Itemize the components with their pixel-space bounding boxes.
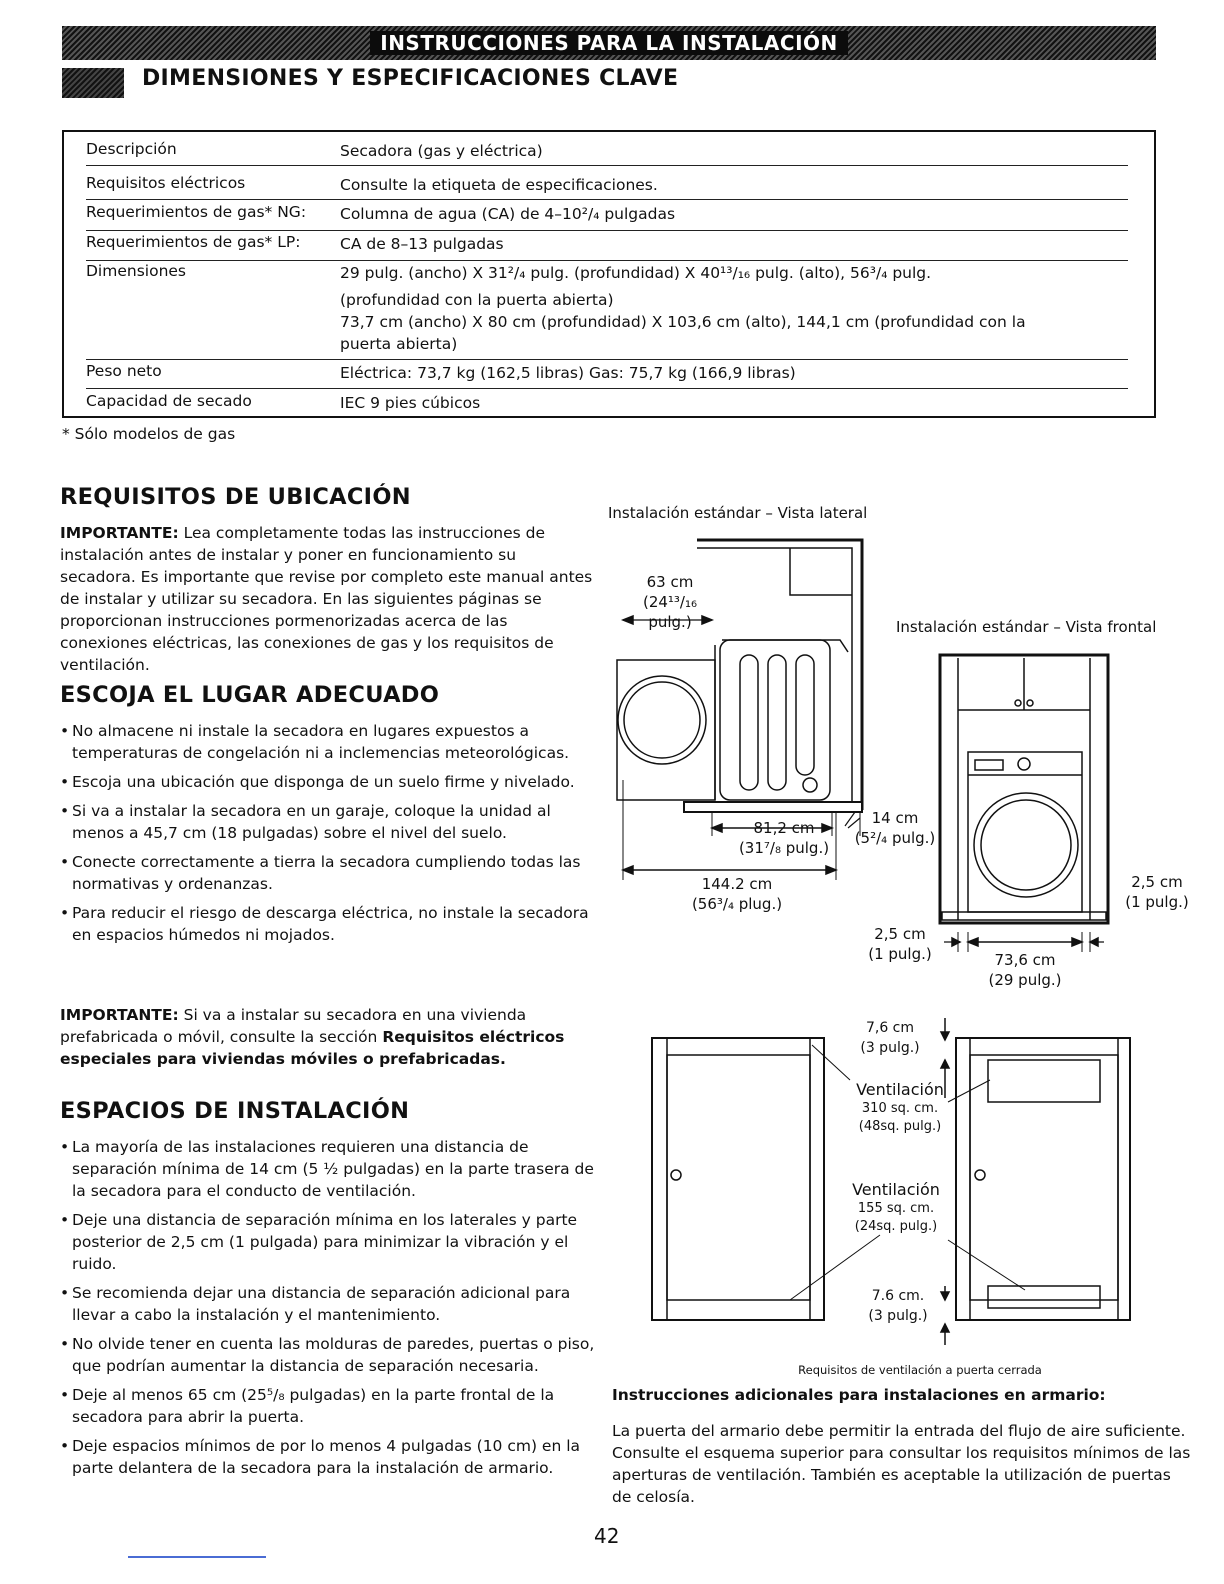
spec-value-line: (profundidad con la puerta abierta) (340, 291, 614, 309)
dim-25-right (1112, 872, 1202, 912)
vent-area-in: (48sq. pulg.) (858, 1119, 942, 1134)
dim-63 (620, 572, 720, 632)
spec-label: Descripción (86, 140, 177, 158)
vent-area: 310 sq. cm. (861, 1101, 939, 1116)
dim-25-left (860, 924, 940, 964)
list-item: • Deje espacios mínimos de por lo menos 4 pulgadas (10 cm) en la parte delantera de la secadora para la instalación de armario. (60, 1435, 600, 1479)
armario-paragraph: La puerta del armario debe permitir la entrada del flujo de aire suficiente. Consulte el esquema superior para consultar los requisitos mínimos de las aperturas de ventilación. También es aceptable la utilización de puertas de celosía. (612, 1422, 1191, 1506)
list-item: • Si va a instalar la secadora en un garaje, coloque la unidad al menos a 45,7 cm (18 pulgadas) sobre el nivel del suelo. (60, 800, 600, 844)
dim-value-in: (24¹³/₁₆ pulg.) (642, 593, 698, 631)
dim-value-in: (56³/₄ plug.) (691, 895, 783, 913)
side-view-caption: Instalación estándar – Vista lateral (608, 504, 868, 522)
vent-caption: Requisitos de ventilación a puerta cerrada (798, 1363, 1042, 1377)
vent-top-gap (850, 1018, 930, 1058)
lugar-heading: ESCOJA EL LUGAR ADECUADO (60, 682, 440, 708)
spec-value: CA de 8–13 pulgadas (340, 235, 504, 253)
dim-value: 7,6 cm (865, 1020, 915, 1036)
vent-top-label (850, 1080, 950, 1136)
dim-value: 7.6 cm. (871, 1288, 925, 1304)
spec-value-line: 73,7 cm (ancho) X 80 cm (profundidad) X 103,6 cm (alto), 144,1 cm (profundidad con la (340, 313, 1026, 331)
front-view-caption: Instalación estándar – Vista frontal (896, 618, 1157, 636)
vent-bottom-label (846, 1180, 946, 1236)
important-text: Si va a instalar su secadora en una vivienda prefabricada o móvil, consulte la sección (60, 1006, 527, 1046)
dim-73 (980, 950, 1070, 990)
spec-value: Consulte la etiqueta de especificaciones. (340, 176, 658, 194)
dim-value: 63 cm (646, 573, 694, 591)
list-item: • Deje una distancia de separación mínima en los laterales y parte posterior de 2,5 cm (1 pulgada) para minimizar la vibración y el ruido. (60, 1209, 600, 1275)
vent-area-in: (24sq. pulg.) (854, 1219, 938, 1234)
important-text: Lea completamente todas las instrucciones de instalación antes de instalar y poner en funcionamiento su secadora. Es importante que revise por completo este manual antes de instalar y utilizar su secadora. En las siguientes páginas se proporcionan instrucciones pormenorizadas acerca de las conexiones eléctricas, las conexiones de gas y los requisitos de ventilación. (60, 524, 593, 674)
dim-value-in: (1 pulg.) (868, 945, 932, 963)
section-reference: Requisitos eléctricos especiales para viviendas móviles o prefabricadas. (60, 1028, 565, 1068)
banner-text: INSTRUCCIONES PARA LA INSTALACIÓN (370, 31, 848, 55)
spec-label: Requerimientos de gas* NG: (86, 203, 307, 221)
list-item: • Conecte correctamente a tierra la secadora cumpliendo todas las normativas y ordenanzas. (60, 851, 600, 895)
list-item: • La mayoría de las instalaciones requieren una distancia de separación mínima de 14 cm (5 ½ pulgadas) en la parte trasera de la secadora para el conducto de ventilación. (60, 1136, 600, 1202)
spec-value-line: puerta abierta) (340, 335, 458, 353)
list-item: • No almacene ni instale la secadora en lugares expuestos a temperaturas de congelación ni a inclemencias meteorológicas. (60, 720, 600, 764)
spec-value: Columna de agua (CA) de 4–10²/₄ pulgadas (340, 205, 676, 223)
dim-value: 73,6 cm (994, 951, 1056, 969)
dim-value-in: (3 pulg.) (868, 1308, 928, 1324)
list-item: • Para reducir el riesgo de descarga eléctrica, no instale la secadora en espacios húmedos ni mojados. (60, 902, 600, 946)
armario-heading: Instrucciones adicionales para instalaciones en armario: (612, 1386, 1106, 1404)
dim-14 (850, 808, 940, 848)
dim-value-in: (5²/₄ pulg.) (854, 829, 936, 847)
spec-value-line: 29 pulg. (ancho) X 31²/₄ pulg. (profundidad) X 40¹³/₁₆ pulg. (alto), 56³/₄ pulg. (340, 264, 932, 282)
spec-value: Secadora (gas y eléctrica) (340, 142, 543, 160)
dim-value: 81,2 cm (753, 819, 815, 837)
vent-name: Ventilación (856, 1080, 944, 1099)
dim-value: 14 cm (871, 809, 919, 827)
front-view-diagram (940, 655, 1108, 952)
important-label: IMPORTANTE: (60, 524, 179, 542)
ubicacion-heading: REQUISITOS DE UBICACIÓN (60, 484, 411, 510)
dim-value: 2,5 cm (874, 925, 926, 943)
dim-value: 2,5 cm (1131, 873, 1183, 891)
list-item: • Escoja una ubicación que disponga de un suelo firme y nivelado. (60, 771, 600, 793)
important-label: IMPORTANTE: (60, 1006, 179, 1024)
list-item: • Deje al menos 65 cm (25⁵/₈ pulgadas) en la parte frontal de la secadora para abrir la puerta. (60, 1384, 600, 1428)
vent-name: Ventilación (852, 1180, 940, 1199)
section-title: DIMENSIONES Y ESPECIFICACIONES CLAVE (142, 66, 679, 91)
spec-value: IEC 9 pies cúbicos (340, 394, 481, 412)
espacios-heading: ESPACIOS DE INSTALACIÓN (60, 1098, 410, 1124)
spec-label: Dimensiones (86, 262, 187, 280)
bottom-divider (128, 1556, 266, 1558)
vent-area: 155 sq. cm. (857, 1201, 935, 1216)
dim-value-in: (29 pulg.) (988, 971, 1062, 989)
list-item: • No olvide tener en cuenta las molduras de paredes, puertas o piso, que podrían aumentar la distancia de separación necesaria. (60, 1333, 600, 1377)
dim-value: 144.2 cm (701, 875, 773, 893)
spec-label: Capacidad de secado (86, 392, 252, 410)
spec-label: Requerimientos de gas* LP: (86, 233, 301, 251)
dim-value-in: (3 pulg.) (860, 1040, 920, 1056)
spec-label: Peso neto (86, 362, 162, 380)
dim-value-in: (31⁷/₈ pulg.) (738, 839, 830, 857)
dim-144 (682, 874, 792, 914)
page-number: 42 (594, 1524, 620, 1548)
list-item: • Se recomienda dejar una distancia de separación adicional para llevar a cabo la instalación y el mantenimiento. (60, 1282, 600, 1326)
dim-value-in: (1 pulg.) (1125, 893, 1189, 911)
spec-value: Eléctrica: 73,7 kg (162,5 libras) Gas: 75,7 kg (166,9 libras) (340, 364, 796, 382)
spec-label: Requisitos eléctricos (86, 174, 246, 192)
vent-bottom-gap (858, 1286, 938, 1326)
footnote: * Sólo modelos de gas (62, 425, 236, 443)
dim-81 (724, 818, 844, 858)
